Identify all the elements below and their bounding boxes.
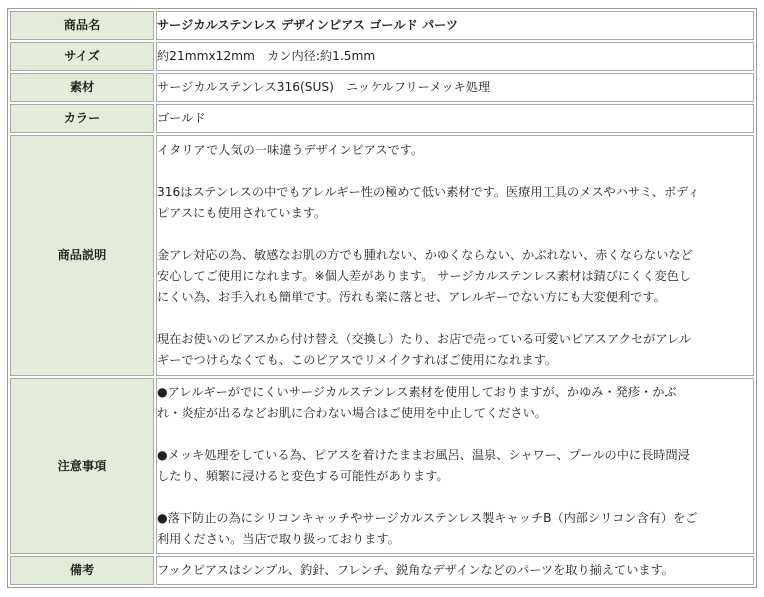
notes-paragraph: ●アレルギーがでにくいサージカルステンレス素材を使用しておりますが、かゆみ・発疹・かぶ れ・炎症が出るなどお肌に合わない場合はご使用を中止してください。 [157, 385, 677, 420]
label-size: サイズ [10, 42, 154, 71]
row-description [10, 135, 754, 376]
value-product-name [156, 11, 754, 40]
row-material [10, 73, 754, 102]
value-description [156, 135, 754, 376]
value-notes [156, 378, 754, 554]
description-paragraph: イタリアで人気の一味違うデザインピアスです。 [157, 143, 424, 157]
label-notes: 注意事項 [10, 378, 154, 554]
product-spec-container [7, 8, 757, 588]
row-notes [10, 378, 754, 554]
product-name-text: サージカルステンレス デザインピアス ゴールド パーツ [157, 18, 459, 32]
label-description: 商品説明 [10, 135, 154, 376]
description-paragraph: 現在お使いのピアスから付け替え（交換し）たり、お店で売っている可愛いピアスアクセがアレル ギーでつけらなくても、このピアスでリメイクすればご使用になれます。 [157, 332, 692, 367]
row-remarks [10, 556, 754, 585]
value-material: サージカルステンレス316(SUS) ニッケルフリーメッキ処理 [156, 73, 754, 102]
notes-paragraph: ●メッキ処理をしている為、ピアスを着けたままお風呂、温泉、シャワー、プールの中に長時間浸 したり、頻繁に浸けると変色する可能性があります。 [157, 448, 690, 483]
value-remarks: フックピアスはシンプル、釣針、フレンチ、鋭角なデザインなどのパーツを取り揃えています。 [156, 556, 754, 585]
description-paragraph: 316はステンレスの中でもアレルギー性の極めて低い素材です。医療用工具のメスやハサミ、ボディ ピアスにも使用されています。 [157, 185, 700, 220]
row-product-name [10, 11, 754, 40]
label-material: 素材 [10, 73, 154, 102]
label-color: カラー [10, 104, 154, 133]
label-product-name: 商品名 [10, 11, 154, 40]
value-size: 約21mmx12mm カン内径:約1.5mm [156, 42, 754, 71]
row-size [10, 42, 754, 71]
notes-paragraph: ●落下防止の為にシリコンキャッチやサージカルステンレス製キャッチB（内部シリコン含有）をご 利用ください。当店で取り扱っております。 [157, 511, 698, 546]
row-color [10, 104, 754, 133]
description-paragraph: 金アレ対応の為、敏感なお肌の方でも腫れない、かゆくならない、かぶれない、赤くならないなど 安心してご使用になれます。※個人差があります。 サージカルステンレス素材は錆びにくく変色し にくい為、お手入れも簡単です。汚れも楽に落とせ、アレルギーでない方にも大変便利です。 [157, 248, 693, 304]
product-spec-table [7, 8, 757, 588]
label-remarks: 備考 [10, 556, 154, 585]
value-color: ゴールド [156, 104, 754, 133]
